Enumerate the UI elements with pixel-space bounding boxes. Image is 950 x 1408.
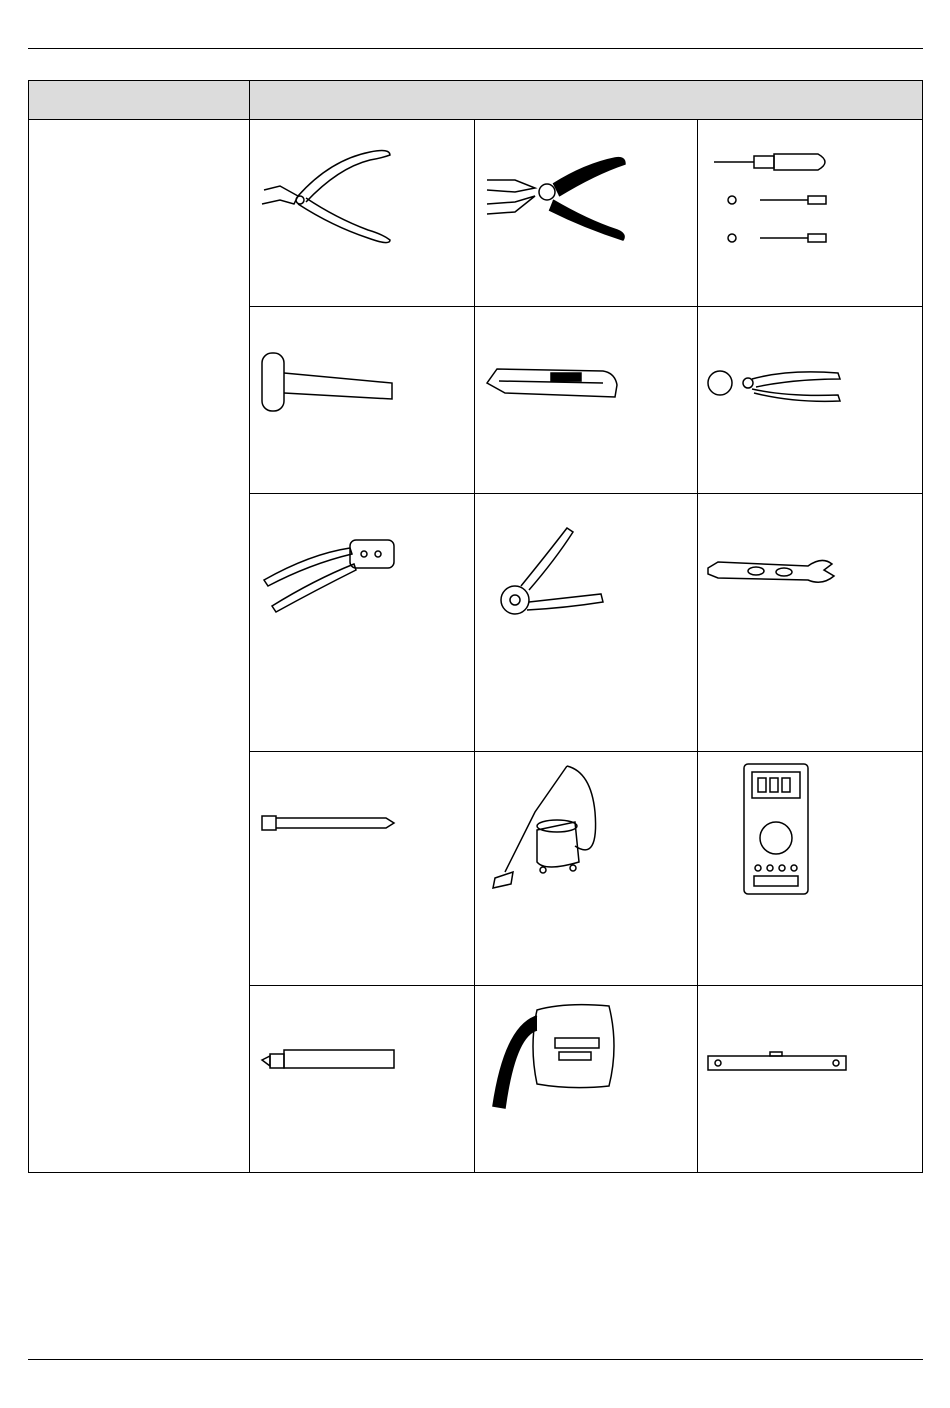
left-column-cell (28, 120, 250, 1173)
screwdriver-bits-icon (698, 120, 923, 307)
connector-wrench-icon (698, 494, 923, 752)
table-header-left (28, 80, 250, 120)
utility-knife-icon (475, 307, 698, 494)
tool-cell-marker-pen (250, 986, 475, 1173)
diagonal-pliers-icon (250, 120, 475, 307)
crimping-tool-icon (250, 494, 475, 752)
tool-cell-rubber-mallet (250, 307, 475, 494)
rubber-mallet-icon (250, 307, 475, 494)
vacuum-cleaner-icon (475, 752, 698, 986)
tool-cell-cable-tie (250, 752, 475, 986)
tool-cell-diagonal-pliers (250, 120, 475, 307)
tool-cell-cable-cutter (698, 307, 923, 494)
header-left-label (29, 81, 249, 105)
tool-cell-vacuum-cleaner (475, 752, 698, 986)
tool-cell-tape-measure (475, 986, 698, 1173)
tools-grid (250, 120, 923, 1173)
cable-cutter-icon (698, 307, 923, 494)
tool-cell-utility-knife (475, 307, 698, 494)
tool-cell-crimping-tool (250, 494, 475, 752)
top-rule (28, 48, 923, 49)
left-column-label (29, 120, 249, 144)
spirit-level-icon (698, 986, 923, 1173)
multimeter-icon (698, 752, 923, 986)
tool-cell-spirit-level (698, 986, 923, 1173)
table-header-right (250, 80, 923, 120)
tool-cell-screwdriver-bits (698, 120, 923, 307)
tool-cell-ferrule-crimper (475, 494, 698, 752)
cable-tie-icon (250, 752, 475, 986)
wire-stripper-icon (475, 120, 698, 307)
tool-cell-multimeter (698, 752, 923, 986)
marker-pen-icon (250, 986, 475, 1173)
tool-cell-wire-stripper (475, 120, 698, 307)
header-right-label (250, 81, 922, 105)
ferrule-crimper-icon (475, 494, 698, 752)
tool-cell-connector-wrench (698, 494, 923, 752)
bottom-rule (28, 1359, 923, 1360)
tape-measure-icon (475, 986, 698, 1173)
